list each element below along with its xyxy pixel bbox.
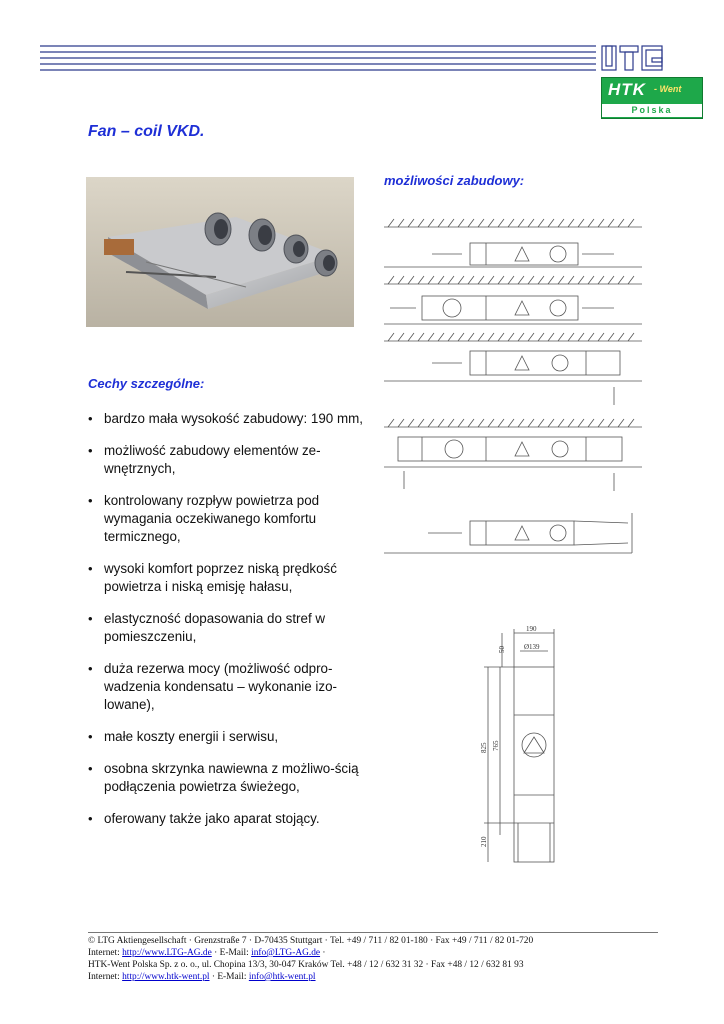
dim-width: 190 [526,625,537,633]
feature-item: • oferowany także jako aparat stojący. [88,810,378,828]
feature-item: • małe koszty energii i serwisu, [88,728,378,746]
footer-line-htk: HTK-Went Polska Sp. z o. o., ul. Chopina 13/3, 30-047 Kraków Tel. +48 / 12 / 632 31 32 · Fax +48 / 12 / 632 81 93 [88,960,524,970]
dim-middle: 765 [492,740,500,751]
variant-2 [384,276,642,324]
variant-1 [384,219,642,267]
dim-diameter: Ø139 [524,643,540,651]
feature-item: • osobna skrzynka nawiewna z możliwo-ścią podłączenia powietrza świeżego, [88,760,378,796]
feature-item: • kontrolowany rozpływ powietrza pod wymagania oczekiwanego komfortu termicznego, [88,492,378,546]
header-stripes [40,42,700,74]
feature-item: • bardzo mała wysokość zabudowy: 190 mm, [88,410,378,428]
dimension-drawing [474,625,584,870]
ltg-website-link[interactable]: http://www.LTG-AG.de [122,948,212,958]
dim-top: 50 [498,646,506,653]
product-photo [86,177,354,327]
dim-base: 210 [480,836,488,847]
logo-country-text: Polska [631,105,673,115]
logo-htk-text: HTK [608,80,646,99]
features-list [88,410,378,842]
footer-line-htk-web: Internet: http://www.htk-went.pl · E-Mail: info@htk-went.pl [88,972,316,982]
logo-went-text: - Went [654,84,682,94]
feature-item: • wysoki komfort poprzez niską prędkość powietrza i niską emisję hałasu, [88,560,378,596]
htk-website-link[interactable]: http://www.htk-went.pl [122,972,210,982]
dim-total: 825 [480,742,488,753]
feature-item: • duża rezerwa mocy (możliwość odpro-wadzenia kondensatu – wykonanie izo-lowane), [88,660,378,714]
ltg-email-link[interactable]: info@LTG-AG.de [251,948,321,958]
footer-divider [88,932,658,933]
variant-3 [384,333,642,405]
page-title: Fan – coil VKD. [88,123,205,140]
feature-item: • elastyczność dopasowania do stref w pomieszczeniu, [88,610,378,646]
variant-4 [384,419,642,491]
features-heading: Cechy szczególne: [88,376,205,391]
installation-heading: możliwości zabudowy: [384,173,525,188]
htk-went-logo [601,77,703,119]
ltg-logo [602,46,662,70]
installation-diagram [382,215,644,565]
footer-line-ltg-web: Internet: http://www.LTG-AG.de · E-Mail: info@LTG-AG.de · [88,948,326,958]
feature-item: • możliwość zabudowy elementów ze-wnętrznych, [88,442,378,478]
footer-line-ltg: © LTG Aktiengesellschaft · Grenzstraße 7 · D-70435 Stuttgart · Tel. +49 / 711 / 82 01-180 · Fax +49 / 711 / 82 01-720 [88,936,534,946]
variant-5 [384,513,632,553]
footer [88,935,658,983]
htk-email-link[interactable]: info@htk-went.pl [248,972,316,982]
